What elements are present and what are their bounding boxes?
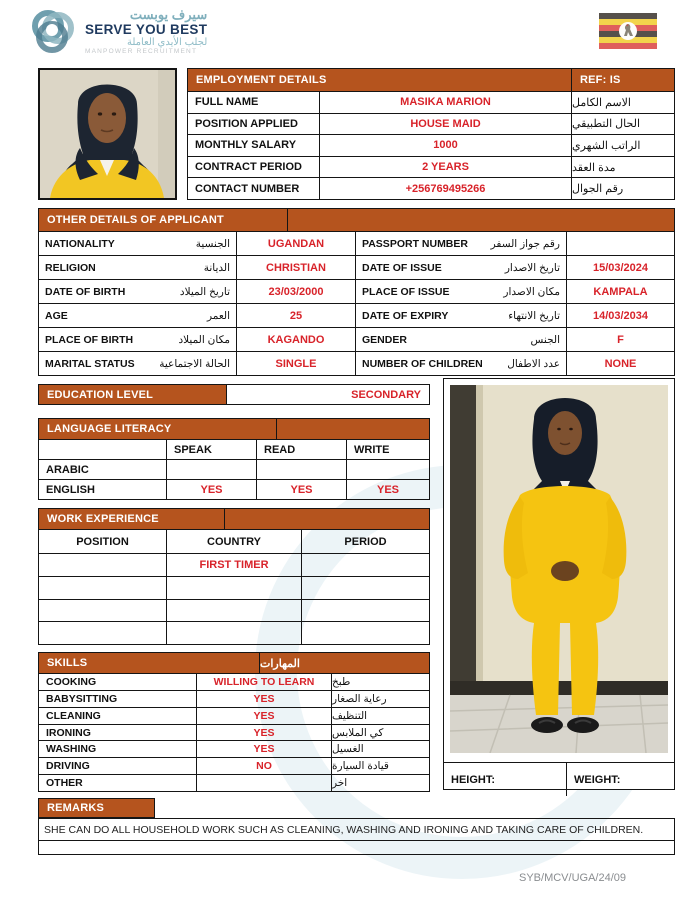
field-value: F <box>566 328 674 351</box>
field-label-arabic: الجنس <box>530 333 560 346</box>
uganda-flag-icon <box>599 13 657 49</box>
work-period-value <box>301 577 429 599</box>
field-label: GENDER <box>362 333 407 346</box>
skill-value: WILLING TO LEARN <box>196 674 331 690</box>
remarks-text: SHE CAN DO ALL HOUSEHOLD WORK SUCH AS CLEANING, WASHING AND IRONING AND TAKING CARE OF CHILDREN. <box>39 819 674 841</box>
education-level-value: SECONDARY <box>226 385 429 404</box>
language-write-value: YES <box>346 480 429 499</box>
skill-label: DRIVING <box>46 760 90 773</box>
work-position-value <box>39 600 166 622</box>
applicant-fullbody-photo-box <box>443 378 675 790</box>
field-value: 1000 <box>319 135 571 156</box>
employment-details-table <box>187 68 675 200</box>
field-label-arabic: مدة العقد <box>571 157 674 178</box>
field-label: DATE OF ISSUE <box>362 261 442 274</box>
ref-number: REF: IS <box>571 69 674 91</box>
applicant-passport-photo <box>38 68 177 200</box>
work-experience-header-spacer <box>224 509 429 529</box>
remarks-empty-row <box>39 841 674 854</box>
skill-label-arabic: الغسيل <box>331 741 429 757</box>
field-label: DATE OF BIRTH <box>45 285 126 298</box>
field-value: 14/03/2034 <box>566 304 674 327</box>
column-header-period: PERIOD <box>301 530 429 553</box>
logo-arabic-title: سيرف يوبست <box>129 7 208 22</box>
field-value: UGANDAN <box>236 232 355 255</box>
field-label: MONTHLY SALARY <box>195 139 297 152</box>
field-value: HOUSE MAID <box>319 114 571 135</box>
agency-logo <box>28 6 207 58</box>
field-label-arabic: تاريخ الميلاد <box>179 285 230 298</box>
field-label: PLACE OF BIRTH <box>45 333 134 346</box>
work-country-value: FIRST TIMER <box>166 554 301 576</box>
employment-section-title: EMPLOYMENT DETAILS <box>196 74 327 86</box>
field-label-arabic: الجنسية <box>195 237 230 250</box>
field-label-arabic: تاريخ الاصدار <box>504 261 560 274</box>
skills-table <box>38 652 430 792</box>
language-speak-value: YES <box>166 480 256 499</box>
skill-value: YES <box>196 741 331 757</box>
field-label: DATE OF EXPIRY <box>362 309 449 322</box>
field-label-arabic: عدد الاطفال <box>507 357 560 370</box>
field-label: RELIGION <box>45 261 96 274</box>
education-level-bar <box>38 384 430 405</box>
field-label-arabic: مكان الاصدار <box>503 285 560 298</box>
field-label-arabic: رقم الجوال <box>571 178 674 199</box>
skill-value <box>196 775 331 791</box>
field-value: CHRISTIAN <box>236 256 355 279</box>
work-period-value <box>301 600 429 622</box>
field-label-arabic: الراتب الشهري <box>571 135 674 156</box>
language-speak-value <box>166 460 256 479</box>
field-value: +256769495266 <box>319 178 571 199</box>
document-ref-code: SYB/MCV/UGA/24/09 <box>519 872 626 884</box>
skill-value: NO <box>196 758 331 774</box>
skill-label-arabic: طبخ <box>331 674 429 690</box>
measurements-row <box>444 762 674 796</box>
language-name: ENGLISH <box>46 483 95 496</box>
field-value: 25 <box>236 304 355 327</box>
skill-label: BABYSITTING <box>46 692 118 705</box>
fullbody-photo-image <box>450 385 668 753</box>
skill-label-arabic: رعاية الصغار <box>331 691 429 707</box>
skill-label: OTHER <box>46 777 83 790</box>
work-position-value <box>39 577 166 599</box>
field-value: 15/03/2024 <box>566 256 674 279</box>
language-corner-cell <box>39 440 166 459</box>
work-period-value <box>301 622 429 644</box>
column-header-position: POSITION <box>76 535 129 548</box>
field-label: PASSPORT NUMBER <box>362 237 468 250</box>
field-value: MASIKA MARION <box>319 92 571 113</box>
work-country-value <box>166 622 301 644</box>
field-label: FULL NAME <box>195 96 259 109</box>
skill-label: WASHING <box>46 743 97 756</box>
language-name: ARABIC <box>46 463 89 476</box>
work-position-value <box>39 622 166 644</box>
field-label-arabic: الحالة الاجتماعية <box>159 357 230 370</box>
field-value: SINGLE <box>236 352 355 375</box>
logo-title: SERVE YOU BEST <box>85 22 208 37</box>
other-details-section-title: OTHER DETAILS OF APPLICANT <box>47 214 224 226</box>
skill-label: CLEANING <box>46 709 101 722</box>
skill-label-arabic: كي الملابس <box>331 725 429 741</box>
weight-label: WEIGHT: <box>566 763 674 796</box>
field-value: NONE <box>566 352 674 375</box>
language-section-title: LANGUAGE LITERACY <box>47 423 172 435</box>
field-label-arabic: تاريخ الانتهاء <box>508 309 560 322</box>
work-period-value <box>301 554 429 576</box>
remarks-section <box>38 798 675 855</box>
field-label-arabic: مكان الميلاد <box>178 333 230 346</box>
field-value: 2 YEARS <box>319 157 571 178</box>
logo-arabic-subtitle: لجلب الأيدي العاملة <box>126 37 208 48</box>
language-header-spacer <box>276 419 429 439</box>
work-country-value <box>166 600 301 622</box>
work-experience-section-title: WORK EXPERIENCE <box>47 513 159 525</box>
work-country-value <box>166 577 301 599</box>
applicant-fullbody-photo <box>444 379 674 762</box>
field-label: CONTACT NUMBER <box>195 182 300 195</box>
field-value: 23/03/2000 <box>236 280 355 303</box>
field-label: CONTRACT PERIOD <box>195 161 302 174</box>
field-label-arabic: العمر <box>206 309 230 322</box>
skill-label: COOKING <box>46 675 97 688</box>
field-label-arabic: الاسم الكامل <box>571 92 674 113</box>
field-value <box>566 232 674 255</box>
field-value: KAGANDO <box>236 328 355 351</box>
field-label-arabic: الحال التطبيقي <box>571 114 674 135</box>
skill-label: IRONING <box>46 726 91 739</box>
field-label-arabic: رقم جواز السفر <box>490 237 560 250</box>
skill-label-arabic: قيادة السيارة <box>331 758 429 774</box>
passport-photo-image <box>40 70 175 198</box>
knot-logo-icon <box>28 6 78 58</box>
language-literacy-table <box>38 418 430 500</box>
field-label: NATIONALITY <box>45 237 115 250</box>
field-label: PLACE OF ISSUE <box>362 285 450 298</box>
logo-subtitle: MANPOWER RECRUITMENT <box>85 48 198 55</box>
column-header-write: WRITE <box>346 440 429 459</box>
skills-section-title: SKILLS <box>47 657 88 669</box>
language-write-value <box>346 460 429 479</box>
remarks-section-title: REMARKS <box>38 798 155 818</box>
language-read-value: YES <box>256 480 346 499</box>
skill-label-arabic: التنظيف <box>331 708 429 724</box>
remarks-box <box>38 818 675 855</box>
other-details-table <box>38 208 675 376</box>
skill-value: YES <box>196 691 331 707</box>
language-read-value <box>256 460 346 479</box>
column-header-read: READ <box>256 440 346 459</box>
field-label: AGE <box>45 309 68 322</box>
education-section-title: EDUCATION LEVEL <box>39 385 226 404</box>
field-label-arabic: الديانة <box>203 261 230 274</box>
field-label: NUMBER OF CHILDREN <box>362 357 483 370</box>
field-label: POSITION APPLIED <box>195 117 298 130</box>
column-header-speak: SPEAK <box>166 440 256 459</box>
field-label: MARITAL STATUS <box>45 357 135 370</box>
column-header-country: COUNTRY <box>166 530 301 553</box>
skill-label-arabic: اخر <box>331 775 429 791</box>
work-experience-table <box>38 508 430 645</box>
skill-value: YES <box>196 708 331 724</box>
field-value: KAMPALA <box>566 280 674 303</box>
skills-section-title-arabic: المهارات <box>259 653 429 673</box>
skill-value: YES <box>196 725 331 741</box>
work-position-value <box>39 554 166 576</box>
other-details-header-spacer <box>287 209 674 231</box>
height-label: HEIGHT: <box>451 773 495 786</box>
